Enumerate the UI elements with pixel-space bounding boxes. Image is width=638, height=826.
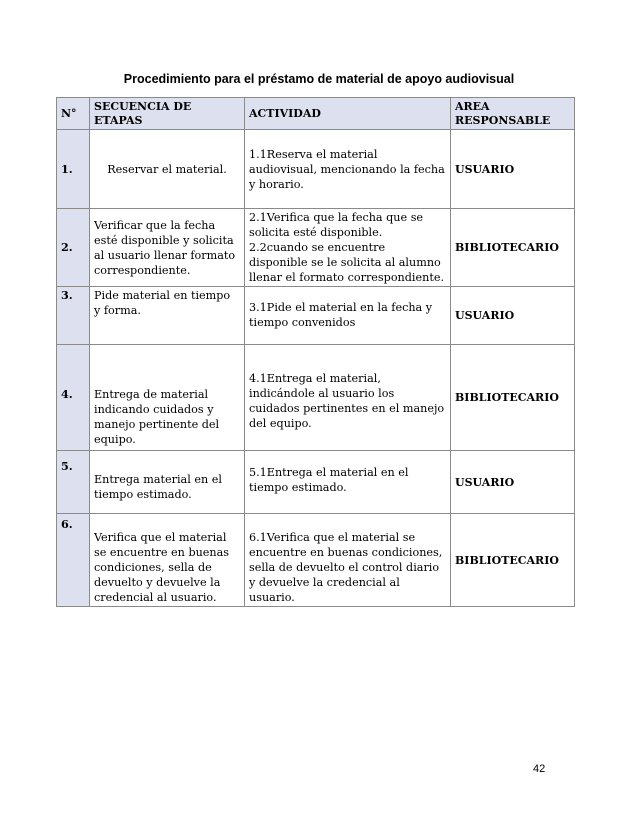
row-area: BIBLIOTECARIO [451,345,575,451]
row-activity: 4.1Entrega el material, indicándole al usuario los cuidados pertinentes en el manejo del equipo. [245,345,451,451]
row-sequence: Verifica que el material se encuentre en buenas condiciones, sella de devuelto y devuelve la credencial al usuario. [90,514,245,607]
row-sequence: Entrega material en el tiempo estimado. [90,451,245,514]
row-number: 3. [57,287,90,345]
table-row [57,345,575,451]
row-activity: 3.1Pide el material en la fecha y tiempo convenidos [245,287,451,345]
row-sequence: Entrega de material indicando cuidados y manejo pertinente del equipo. [90,345,245,451]
row-activity: 2.1Verifica que la fecha que se solicita esté disponible. 2.2cuando se encuentre disponible se le solicita al alumno llenar el formato correspondiente. [245,209,451,287]
row-area: USUARIO [451,130,575,209]
page-number: 42 [533,763,546,775]
row-number: 6. [57,514,90,607]
table-row [57,209,575,287]
row-area: BIBLIOTECARIO [451,514,575,607]
table-row [57,130,575,209]
row-number: 5. [57,451,90,514]
procedure-table [56,97,575,607]
row-area: BIBLIOTECARIO [451,209,575,287]
row-sequence: Verificar que la fecha esté disponible y solicita al usuario llenar formato correspondiente. [90,209,245,287]
header-num: N° [57,98,90,130]
table-header-row [57,98,575,130]
row-number: 1. [57,130,90,209]
row-area: USUARIO [451,287,575,345]
row-number: 4. [57,345,90,451]
row-activity: 6.1Verifica que el material se encuentre en buenas condiciones, sella de devuelto el control diario y devuelve la credencial al usuario. [245,514,451,607]
row-activity: 1.1Reserva el material audiovisual, mencionando la fecha y horario. [245,130,451,209]
row-activity: 5.1Entrega el material en el tiempo estimado. [245,451,451,514]
header-area: AREA RESPONSABLE [451,98,575,130]
header-sequence: SECUENCIA DE ETAPAS [90,98,245,130]
row-number: 2. [57,209,90,287]
row-area: USUARIO [451,451,575,514]
row-sequence: Reservar el material. [90,130,245,209]
table-row [57,451,575,514]
header-activity: ACTIVIDAD [245,98,451,130]
row-sequence: Pide material en tiempo y forma. [90,287,245,345]
table-row [57,287,575,345]
document-title: Procedimiento para el préstamo de material de apoyo audiovisual [123,72,515,86]
table-row [57,514,575,607]
